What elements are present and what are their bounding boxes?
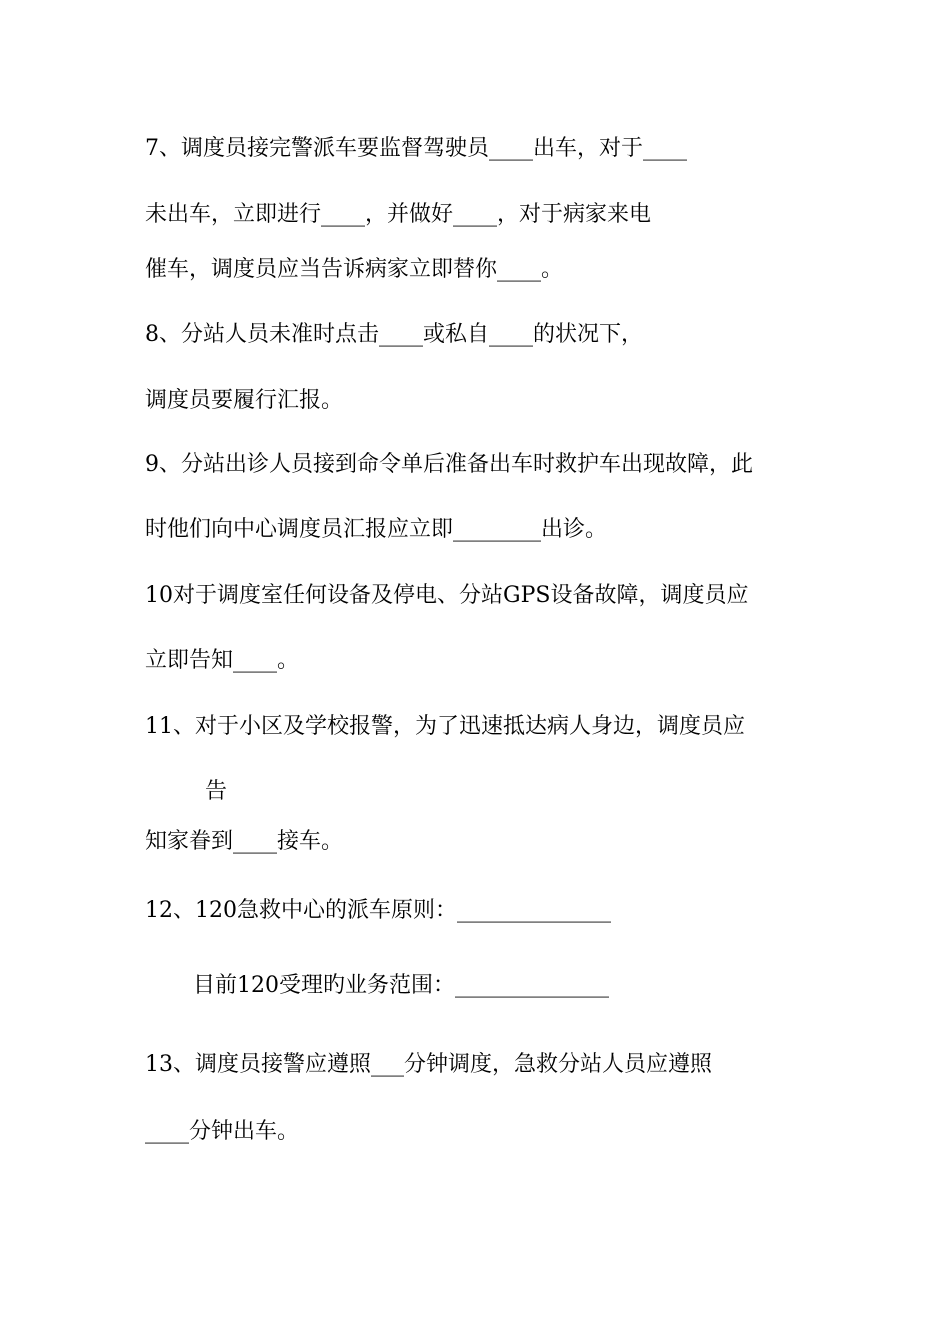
question-7-line-1: 7、调度员接完警派车要监督驾驶员____出车，对于____ xyxy=(145,136,687,161)
question-11-line-3: 知家眷到____接车。 xyxy=(145,829,344,854)
question-9-line-1: 9、分站出诊人员接到命令单后准备出车时救护车出现故障，此 xyxy=(145,452,753,477)
question-12-line-2: 目前120受理旳业务范围：______________ xyxy=(193,973,609,998)
question-10-line-2: 立即告知____。 xyxy=(145,648,300,673)
question-11-line-1: 11、对于小区及学校报警，为了迅速抵达病人身边，调度员应 xyxy=(145,714,745,739)
question-13-line-1: 13、调度员接警应遵照___分钟调度，急救分站人员应遵照 xyxy=(145,1052,712,1077)
question-8-line-1: 8、分站人员未准时点击____或私自____的状况下， xyxy=(145,322,643,347)
question-10-line-1: 10对于调度室任何设备及停电、分站GPS设备故障，调度员应 xyxy=(145,583,749,608)
question-9-line-2: 时他们向中心调度员汇报应立即________出诊。 xyxy=(145,517,608,542)
question-7-line-3: 催车，调度员应当告诉病家立即替你____。 xyxy=(145,257,564,282)
question-12-line-1: 12、120急救中心的派车原则：______________ xyxy=(145,898,611,923)
question-8-line-2: 调度员要履行汇报。 xyxy=(145,388,344,413)
question-11-line-2: 告 xyxy=(205,779,228,804)
question-7-line-2: 未出车，立即进行____，并做好____，对于病家来电 xyxy=(145,202,652,227)
question-13-line-2: ____分钟出车。 xyxy=(145,1119,300,1144)
